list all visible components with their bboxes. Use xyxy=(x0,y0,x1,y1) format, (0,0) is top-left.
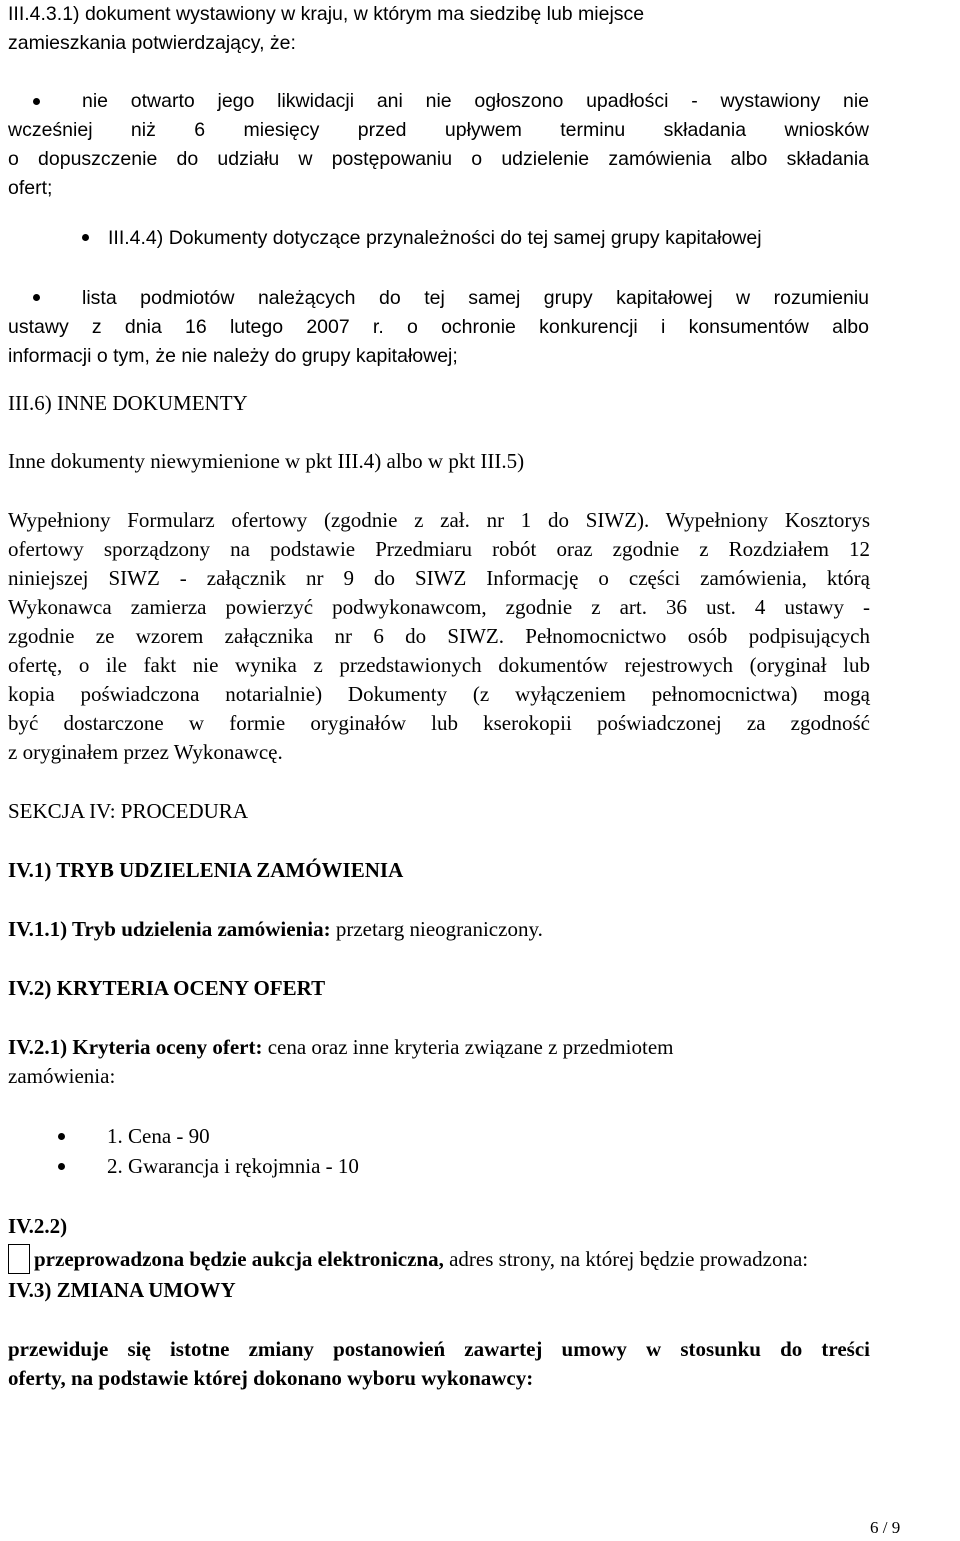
criterion-price: 1. Cena - 90 xyxy=(107,1124,210,1148)
paragraph-line: z oryginałem przez Wykonawcę. xyxy=(8,740,283,764)
bullet-text-line: ofert; xyxy=(8,177,53,199)
paragraph-line: zgodnie ze wzorem załącznika nr 6 do SIWZ. Pełnomocnictwo osób podpisujących xyxy=(8,624,870,648)
paragraph-line: Wykonawca zamierza powierzyć podwykonawcom, zgodnie z art. 36 ust. 4 ustawy - xyxy=(8,595,870,619)
contract-change-line: oferty, na podstawie której dokonano wyboru wykonawcy: xyxy=(8,1366,534,1390)
heading-iv-2-2: IV.2.2) xyxy=(8,1214,68,1238)
bullet-icon xyxy=(58,1133,65,1140)
procurement-mode-line xyxy=(8,915,543,944)
heading-iv-3: IV.3) ZMIANA UMOWY xyxy=(8,1278,236,1302)
criterion-warranty: 2. Gwarancja i rękojmnia - 10 xyxy=(107,1154,359,1178)
section-heading-iii-4-3-1: III.4.3.1) dokument wystawiony w kraju, w którym ma siedzibę lub miejsce xyxy=(8,3,645,25)
bullet-icon xyxy=(33,98,40,105)
auction-value: adres strony, na której będzie prowadzona: xyxy=(443,1247,809,1271)
bullet-text-line: informacji o tym, że nie należy do grupy kapitałowej; xyxy=(8,345,458,367)
bullet-text-line: lista podmiotów należących do tej samej grupy kapitałowej w rozumieniu xyxy=(82,287,869,309)
other-documents-intro: Inne dokumenty niewymienione w pkt III.4) albo w pkt III.5) xyxy=(8,449,525,473)
contract-change-line: przewiduje się istotne zmiany postanowień zawartej umowy w stosunku do treści xyxy=(8,1337,870,1361)
heading-iv-1: IV.1) TRYB UDZIELENIA ZAMÓWIENIA xyxy=(8,858,404,882)
paragraph-line: być dostarczone w formie oryginałów lub kserokopii poświadczonej za zgodność xyxy=(8,711,870,735)
procurement-mode-value: przetarg nieograniczony. xyxy=(330,917,543,941)
paragraph-line: Wypełniony Formularz ofertowy (zgodnie z zał. nr 1 do SIWZ). Wypełniony Kosztorys xyxy=(8,508,870,532)
bullet-text-line: nie otwarto jego likwidacji ani nie ogłoszono upadłości - wystawiony nie xyxy=(82,90,869,112)
bullet-text-line: o dopuszczenie do udziału w postępowaniu o udzielenie zamówienia albo składania xyxy=(8,148,869,170)
paragraph-line: niniejszej SIWZ - załącznik nr 9 do SIWZ Informację o części zamówienia, którą xyxy=(8,566,870,590)
criteria-value: cena oraz inne kryteria związane z przedmiotem xyxy=(262,1035,674,1059)
section-heading-iii-4-3-1-cont: zamieszkania potwierdzający, że: xyxy=(8,32,296,54)
auction-line xyxy=(34,1245,808,1274)
auction-label: przeprowadzona będzie aukcja elektroniczna, xyxy=(34,1247,444,1271)
paragraph-line: ofertowy sporządzony na podstawie Przedmiaru robót oraz zgodnie z Rozdziałem 12 xyxy=(8,537,870,561)
heading-iv-2: IV.2) KRYTERIA OCENY OFERT xyxy=(8,976,326,1000)
bullet-icon xyxy=(82,234,89,241)
page-number: 6 / 9 xyxy=(870,1518,901,1537)
bullet-text-line: wcześniej niż 6 miesięcy przed upływem terminu składania wniosków xyxy=(8,119,869,141)
auction-checkbox[interactable] xyxy=(8,1244,30,1274)
procurement-mode-label: IV.1.1) Tryb udzielenia zamówienia: xyxy=(8,917,331,941)
criteria-label: IV.2.1) Kryteria oceny ofert: xyxy=(8,1035,263,1059)
section-title-iv: SEKCJA IV: PROCEDURA xyxy=(8,799,248,823)
bullet-icon xyxy=(33,294,40,301)
paragraph-line: kopia poświadczona notarialnie) Dokumenty (z wyłączeniem pełnomocnictwa) mogą xyxy=(8,682,870,706)
criteria-line-cont: zamówienia: xyxy=(8,1064,116,1088)
bullet-icon xyxy=(58,1163,65,1170)
section-heading-iii-4-4: III.4.4) Dokumenty dotyczące przynależności do tej samej grupy kapitałowej xyxy=(108,227,762,249)
criteria-line xyxy=(8,1033,673,1062)
paragraph-line: ofertę, o ile fakt nie wynika z przedstawionych dokumentów rejestrowych (oryginał lub xyxy=(8,653,870,677)
bullet-text-line: ustawy z dnia 16 lutego 2007 r. o ochronie konkurencji i konsumentów albo xyxy=(8,316,869,338)
section-heading-iii-6: III.6) INNE DOKUMENTY xyxy=(8,391,248,415)
